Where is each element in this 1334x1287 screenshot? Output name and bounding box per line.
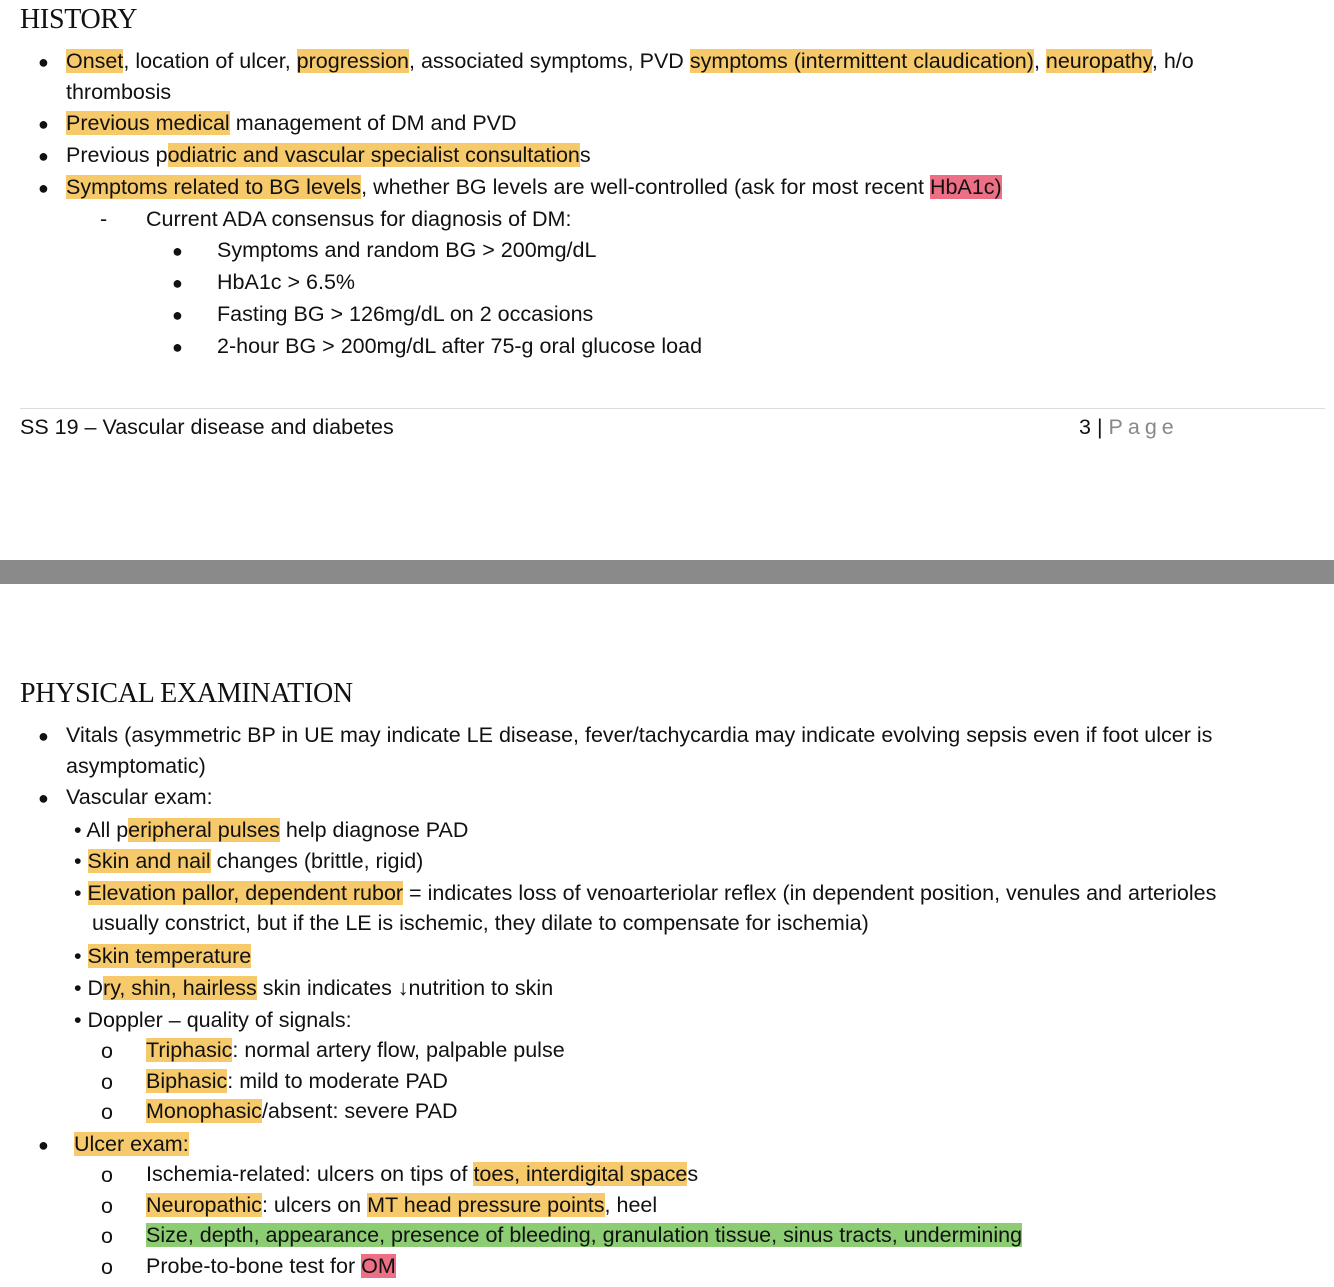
exam-item-vascular: Vascular exam: [66, 785, 213, 809]
history-item-previous-consultations: Previous podiatric and vascular specialist consultations [66, 143, 591, 167]
circle-bullet-icon: o [101, 1100, 113, 1124]
history-item-previous-medical: Previous medical management of DM and PVD [66, 111, 517, 135]
history-item-onset: Onset, location of ulcer, progression, associated symptoms, PVD symptoms (intermittent claudication), neuropathy, h/o [66, 49, 1194, 73]
circle-bullet-icon: o [101, 1224, 113, 1248]
circle-bullet-icon: o [101, 1070, 113, 1094]
ulcer-item-probe: Probe-to-bone test for OM [146, 1254, 396, 1278]
footer-title: SS 19 – Vascular disease and diabetes [20, 415, 394, 439]
bullet-icon: ● [172, 337, 183, 357]
vascular-item-dry-skin: • Dry, shin, hairless skin indicates ↓nutrition to skin [74, 976, 554, 1000]
criteria-item: Symptoms and random BG > 200mg/dL [217, 238, 597, 262]
vascular-item-elevation: • Elevation pallor, dependent rubor = indicates loss of venoarteriolar reflex (in dependent position, venules and arterioles [74, 881, 1217, 905]
dash-marker: - [100, 207, 108, 231]
page-break [0, 560, 1334, 584]
ulcer-item-ischemia: Ischemia-related: ulcers on tips of toes, interdigital spaces [146, 1162, 699, 1186]
bullet-icon: ● [38, 1135, 49, 1155]
circle-bullet-icon: o [101, 1163, 113, 1187]
doppler-item: Monophasic/absent: severe PAD [146, 1099, 458, 1123]
document-page-4 [0, 584, 1334, 1287]
down-arrow-icon: ↓ [397, 976, 409, 1000]
physical-exam-heading: PHYSICAL EXAMINATION [20, 678, 353, 709]
bullet-icon: ● [172, 241, 183, 261]
ulcer-item-size: Size, depth, appearance, presence of bleeding, granulation tissue, sinus tracts, undermining [146, 1223, 1023, 1247]
document-page-3 [0, 0, 1334, 560]
circle-bullet-icon: o [101, 1039, 113, 1063]
bullet-icon: ● [38, 146, 49, 166]
bullet-icon: ● [38, 726, 49, 746]
ulcer-item-neuropathic: Neuropathic: ulcers on MT head pressure points, heel [146, 1193, 658, 1217]
criteria-item: Fasting BG > 126mg/dL on 2 occasions [217, 302, 594, 326]
ada-consensus-item: Current ADA consensus for diagnosis of DM: [146, 207, 572, 231]
criteria-item: HbA1c > 6.5% [217, 270, 356, 294]
bullet-icon: ● [172, 305, 183, 325]
vascular-item-elevation-cont: usually constrict, but if the LE is ischemic, they dilate to compensate for ischemia) [92, 911, 869, 935]
history-item-onset-cont: thrombosis [66, 80, 172, 104]
exam-item-ulcer: Ulcer exam: [74, 1132, 189, 1156]
footer-divider [20, 408, 1325, 409]
bullet-icon: ● [38, 114, 49, 134]
bullet-icon: ● [38, 788, 49, 808]
vascular-item-skin-nail: • Skin and nail changes (brittle, rigid) [74, 849, 424, 873]
vascular-item-skin-temperature: • Skin temperature [74, 944, 252, 968]
exam-item-vitals-cont: asymptomatic) [66, 754, 206, 778]
history-item-bg-symptoms: Symptoms related to BG levels, whether BG levels are well-controlled (ask for most recent HbA1c) [66, 175, 1002, 199]
circle-bullet-icon: o [101, 1255, 113, 1279]
exam-item-vitals: Vitals (asymmetric BP in UE may indicate LE disease, fever/tachycardia may indicate evolving sepsis even if foot ulcer is [66, 723, 1213, 747]
bullet-icon: ● [38, 178, 49, 198]
bullet-icon: ● [38, 52, 49, 72]
vascular-item-pulses: • All peripheral pulses help diagnose PAD [74, 818, 469, 842]
footer-page-number: 3 | Page [1079, 415, 1179, 439]
history-heading: HISTORY [20, 4, 138, 35]
doppler-item: Triphasic: normal artery flow, palpable pulse [146, 1038, 565, 1062]
bullet-icon: ● [172, 273, 183, 293]
criteria-item: 2-hour BG > 200mg/dL after 75-g oral glucose load [217, 334, 703, 358]
circle-bullet-icon: o [101, 1194, 113, 1218]
doppler-item: Biphasic: mild to moderate PAD [146, 1069, 448, 1093]
vascular-item-doppler: • Doppler – quality of signals: [74, 1008, 352, 1032]
